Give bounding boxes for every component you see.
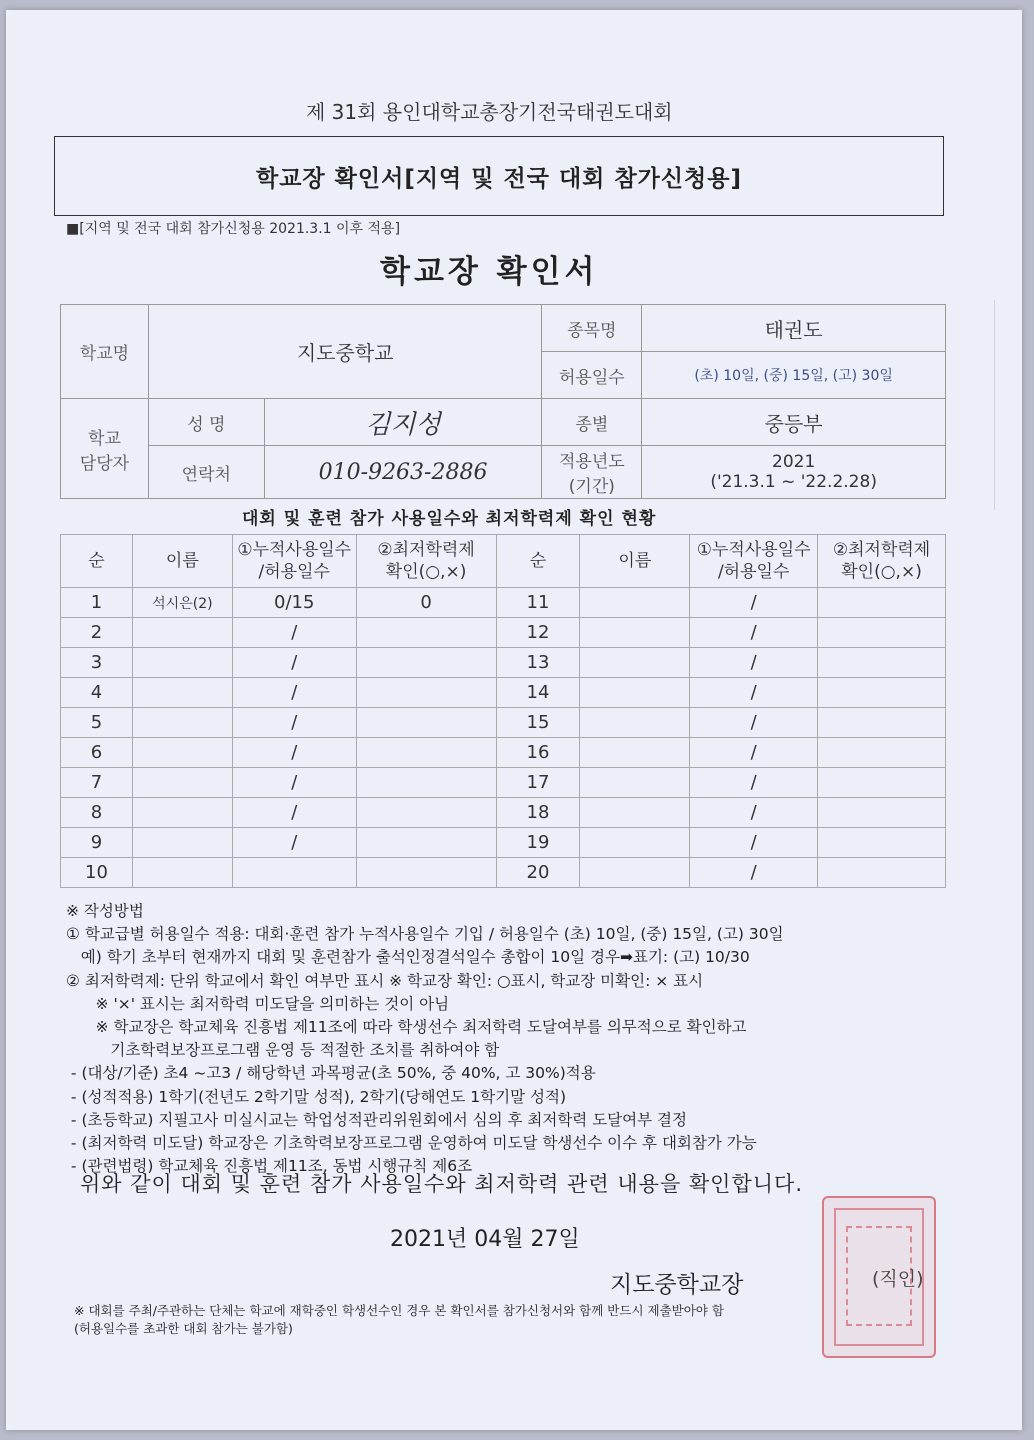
row-check-left bbox=[356, 828, 496, 858]
row-check-left bbox=[356, 858, 496, 888]
banner-title: 학교장 확인서[지역 및 전국 대회 참가신청용] bbox=[256, 165, 742, 192]
row-days-right: / bbox=[690, 858, 818, 888]
event-label: 종목명 bbox=[542, 305, 642, 352]
instruction-line: - (초등학교) 지필고사 미실시교는 학업성적관리위원회에서 심의 후 최저학력 도달여부 결정 bbox=[66, 1110, 687, 1129]
table-row bbox=[61, 768, 946, 798]
row-days-right: / bbox=[690, 588, 818, 618]
row-name-left bbox=[132, 798, 232, 828]
roster-table bbox=[60, 534, 946, 888]
row-check-left bbox=[356, 798, 496, 828]
table-row bbox=[61, 738, 946, 768]
row-days-left: / bbox=[232, 648, 356, 678]
banner-title-box bbox=[54, 136, 944, 216]
instruction-line: ※ 작성방법 bbox=[66, 902, 144, 920]
row-no-left: 7 bbox=[61, 768, 133, 798]
row-name-right bbox=[580, 618, 690, 648]
row-check-left: 0 bbox=[356, 588, 496, 618]
row-days-left: 0/15 bbox=[232, 588, 356, 618]
header-days-left bbox=[232, 535, 356, 588]
row-days-left: / bbox=[232, 708, 356, 738]
row-no-right: 11 bbox=[496, 588, 580, 618]
school-value: 지도중학교 bbox=[148, 305, 542, 399]
row-name-right bbox=[580, 828, 690, 858]
row-days-right: / bbox=[690, 708, 818, 738]
row-no-right: 15 bbox=[496, 708, 580, 738]
row-no-left: 4 bbox=[61, 678, 133, 708]
footer-line1: ※ 대회를 주최/주관하는 단체는 학교에 재학중인 학생선수인 경우 본 확인서를 참가신청서와 함께 반드시 제출받아야 함 bbox=[74, 1303, 724, 1318]
form-note: ■[지역 및 전국 대회 참가신청용 2021.3.1 이후 적용] bbox=[66, 221, 401, 237]
row-check-right bbox=[818, 708, 946, 738]
row-no-right: 13 bbox=[496, 648, 580, 678]
phone-label: 연락처 bbox=[148, 446, 264, 499]
header-check-left-line1: ②최저학력제 bbox=[377, 540, 475, 560]
form-title: 학교장 확인서 bbox=[380, 254, 599, 290]
row-no-right: 17 bbox=[496, 768, 580, 798]
header-check-left bbox=[356, 535, 496, 588]
row-days-right: / bbox=[690, 798, 818, 828]
table-row bbox=[61, 648, 946, 678]
header-check-right-line2: 확인(○,×) bbox=[841, 562, 922, 582]
row-name-left bbox=[132, 708, 232, 738]
row-name-right bbox=[580, 588, 690, 618]
header-days-left-line2: /허용일수 bbox=[258, 562, 330, 582]
year-label bbox=[542, 446, 642, 499]
header-name-right: 이름 bbox=[580, 535, 690, 588]
table-row bbox=[61, 618, 946, 648]
phone-value: 010-9263-2886 bbox=[264, 446, 542, 499]
row-no-right: 14 bbox=[496, 678, 580, 708]
allowed-days-value: (초) 10일, (중) 15일, (고) 30일 bbox=[642, 352, 946, 399]
row-no-left: 8 bbox=[61, 798, 133, 828]
header-no-left: 순 bbox=[61, 535, 133, 588]
header-check-right bbox=[818, 535, 946, 588]
header-days-left-line1: ①누적사용일수 bbox=[237, 540, 352, 560]
row-days-left: / bbox=[232, 678, 356, 708]
row-name-left bbox=[132, 648, 232, 678]
row-check-left bbox=[356, 708, 496, 738]
year-value bbox=[642, 446, 946, 499]
row-days-left bbox=[232, 858, 356, 888]
header-days-right-line1: ①누적사용일수 bbox=[696, 540, 811, 560]
row-no-left: 6 bbox=[61, 738, 133, 768]
row-no-right: 16 bbox=[496, 738, 580, 768]
row-no-right: 20 bbox=[496, 858, 580, 888]
row-days-left: / bbox=[232, 768, 356, 798]
row-no-right: 18 bbox=[496, 798, 580, 828]
row-no-left: 1 bbox=[61, 588, 133, 618]
row-check-right bbox=[818, 588, 946, 618]
row-days-right: / bbox=[690, 768, 818, 798]
row-days-right: / bbox=[690, 648, 818, 678]
allowed-days-label: 허용일수 bbox=[542, 352, 642, 399]
header-name-left: 이름 bbox=[132, 535, 232, 588]
row-no-left: 9 bbox=[61, 828, 133, 858]
school-label: 학교명 bbox=[61, 305, 149, 399]
row-no-left: 3 bbox=[61, 648, 133, 678]
row-check-left bbox=[356, 648, 496, 678]
row-check-left bbox=[356, 678, 496, 708]
document-paper bbox=[6, 10, 1022, 1430]
instruction-line: 기초학력보장프로그램 운영 등 적절한 조치를 취하여야 함 bbox=[66, 1041, 500, 1060]
row-check-right bbox=[818, 618, 946, 648]
instruction-line: - (성적적용) 1학기(전년도 2학기말 성적), 2학기(당해연도 1학기말 성적) bbox=[66, 1087, 566, 1106]
instruction-line: 예) 학기 초부터 현재까지 대회 및 훈련참가 출석인정결석일수 총합이 10일 경우➡표기: (고) 10/30 bbox=[66, 948, 750, 967]
header-no-right: 순 bbox=[496, 535, 580, 588]
instruction-line: - (관련법령) 학교체육 진흥법 제11조, 동법 시행규칙 제6조 bbox=[66, 1157, 473, 1176]
row-days-left: / bbox=[232, 828, 356, 858]
instruction-line: - (최저학력 미도달) 학교장은 기초학력보장프로그램 운영하여 미도달 학생선수 이수 후 대회참가 가능 bbox=[66, 1134, 757, 1153]
row-no-left: 2 bbox=[61, 618, 133, 648]
seal-label: (직인) bbox=[872, 1268, 924, 1290]
row-name-right bbox=[580, 648, 690, 678]
row-check-right bbox=[818, 828, 946, 858]
header-days-right bbox=[690, 535, 818, 588]
row-check-right bbox=[818, 738, 946, 768]
footer-line2: (허용일수를 초과한 대회 참가는 불가함) bbox=[74, 1321, 293, 1336]
confirm-text: 위와 같이 대회 및 훈련 참가 사용일수와 최저학력 관련 내용을 확인합니다. bbox=[80, 1172, 804, 1196]
row-name-left: 석시은(2) bbox=[132, 588, 232, 618]
header-check-left-line2: 확인(○,×) bbox=[385, 562, 467, 582]
row-name-left bbox=[132, 618, 232, 648]
table-row bbox=[61, 588, 946, 618]
division-label: 종별 bbox=[542, 399, 642, 446]
row-name-right bbox=[580, 678, 690, 708]
row-name-right bbox=[580, 768, 690, 798]
row-check-right bbox=[818, 858, 946, 888]
row-name-left bbox=[132, 768, 232, 798]
row-days-right: / bbox=[690, 738, 818, 768]
year-label-line1: 적용년도 bbox=[558, 452, 625, 472]
row-days-right: / bbox=[690, 828, 818, 858]
name-value: 김지성 bbox=[264, 399, 542, 446]
row-name-left bbox=[132, 828, 232, 858]
instruction-line: ※ 학교장은 학교체육 진흥법 제11조에 따라 학생선수 최저학력 도달여부를 의무적으로 확인하고 bbox=[66, 1018, 747, 1037]
instructions bbox=[66, 900, 956, 1178]
row-name-right bbox=[580, 798, 690, 828]
row-check-left bbox=[356, 618, 496, 648]
instruction-line: ① 학교급별 허용일수 적용: 대회·훈련 참가 누적사용일수 기입 / 허용일수 (초) 10일, (중) 15일, (고) 30일 bbox=[66, 925, 784, 944]
header-days-right-line2: /허용일수 bbox=[717, 562, 790, 582]
row-no-right: 12 bbox=[496, 618, 580, 648]
instruction-line: ② 최저학력제: 단위 학교에서 확인 여부만 표시 ※ 학교장 확인: ○표시, 학교장 미확인: × 표시 bbox=[66, 971, 704, 990]
header-check-right-line1: ②최저학력제 bbox=[832, 540, 931, 560]
roster-body bbox=[61, 588, 946, 888]
row-name-left bbox=[132, 678, 232, 708]
row-check-left bbox=[356, 738, 496, 768]
contact-label-line1: 학교 bbox=[88, 428, 121, 449]
row-name-left bbox=[132, 858, 232, 888]
row-name-left bbox=[132, 738, 232, 768]
row-days-left: / bbox=[232, 798, 356, 828]
row-check-right bbox=[818, 648, 946, 678]
division-value: 중등부 bbox=[642, 399, 946, 446]
contact-label bbox=[61, 399, 149, 499]
row-no-left: 10 bbox=[61, 858, 133, 888]
name-label: 성 명 bbox=[148, 399, 264, 446]
row-name-right bbox=[580, 738, 690, 768]
table-row bbox=[61, 708, 946, 738]
instruction-line: ※ '×' 표시는 최저학력 미도달을 의미하는 것이 아님 bbox=[66, 994, 450, 1013]
table-row bbox=[61, 858, 946, 888]
year-label-line2: (기간) bbox=[568, 477, 615, 497]
row-check-right bbox=[818, 768, 946, 798]
row-name-right bbox=[580, 858, 690, 888]
row-days-left: / bbox=[232, 738, 356, 768]
instruction-line: - (대상/기준) 초4 ~고3 / 해당학년 과목평균(초 50%, 중 40%, 고 30%)적용 bbox=[66, 1064, 596, 1083]
table-row bbox=[61, 678, 946, 708]
principal-text: 지도중학교장 bbox=[610, 1272, 744, 1298]
event-title: 제 31회 용인대학교총장기전국태권도대회 bbox=[306, 100, 673, 124]
row-no-left: 5 bbox=[61, 708, 133, 738]
info-table bbox=[60, 304, 946, 499]
event-value: 태권도 bbox=[642, 305, 946, 352]
row-no-right: 19 bbox=[496, 828, 580, 858]
year-value-line1: 2021 bbox=[772, 452, 816, 472]
row-days-right: / bbox=[690, 678, 818, 708]
row-name-right bbox=[580, 708, 690, 738]
paper-fold bbox=[994, 300, 1021, 510]
table-row bbox=[61, 798, 946, 828]
footer-note bbox=[74, 1302, 724, 1338]
row-days-left: / bbox=[232, 618, 356, 648]
row-check-right bbox=[818, 678, 946, 708]
table-row bbox=[61, 828, 946, 858]
row-days-right: / bbox=[690, 618, 818, 648]
date-text: 2021년 04월 27일 bbox=[390, 1227, 580, 1252]
year-value-line2: ('21.3.1 ~ '22.2.28) bbox=[710, 472, 877, 492]
row-check-right bbox=[818, 798, 946, 828]
row-check-left bbox=[356, 768, 496, 798]
roster-title: 대회 및 훈련 참가 사용일수와 최저학력제 확인 현황 bbox=[242, 509, 657, 529]
contact-label-line2: 담당자 bbox=[79, 453, 130, 474]
